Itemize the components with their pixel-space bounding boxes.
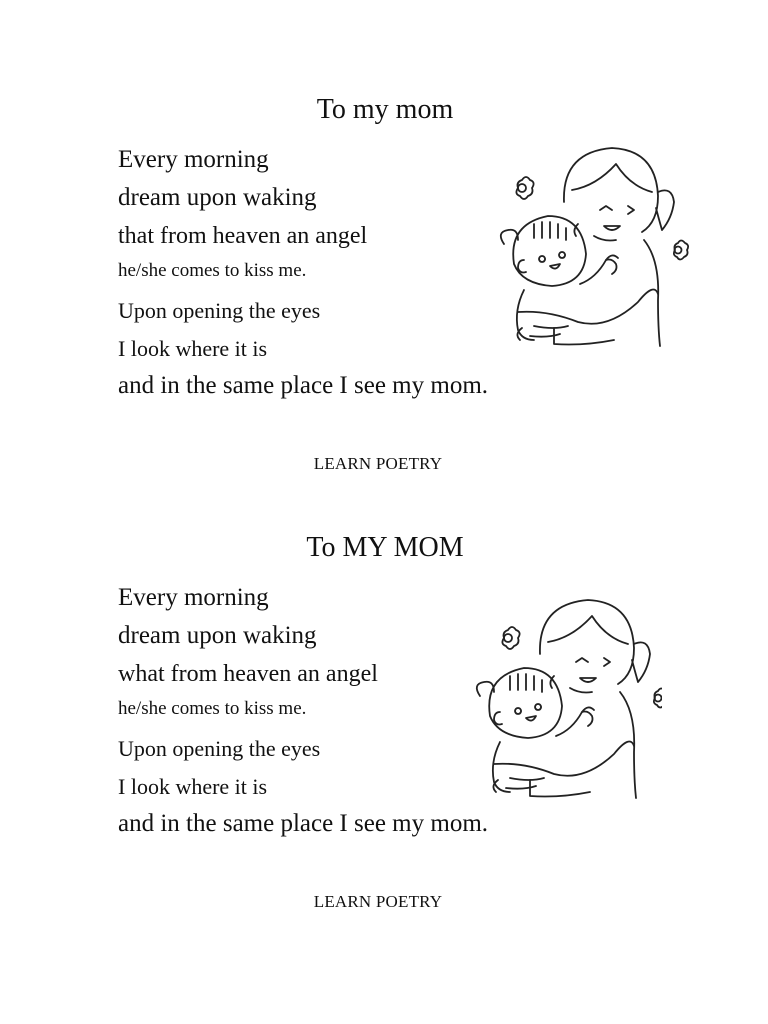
poem-title: To MY MOM (306, 532, 464, 563)
poem-line: dream upon waking (118, 622, 317, 649)
poem-line: and in the same place I see my mom. (118, 372, 489, 399)
poem-line: Every morning (118, 584, 269, 611)
poem-line: and in the same place I see my mom. (118, 810, 489, 837)
poem-line: he/she comes to kiss me. (118, 698, 307, 719)
poem-line: Upon opening the eyes (118, 298, 321, 323)
credit-text: LEARN POETRY (313, 892, 443, 911)
poem-line: dream upon waking (118, 184, 317, 211)
mother-hugging-child-icon (462, 598, 662, 808)
poem-section (0, 438, 768, 911)
poem-title: To my mom (316, 94, 454, 125)
poem-line: Every morning (118, 146, 269, 173)
mother-hugging-child-icon (494, 140, 694, 350)
flower-icon (674, 241, 688, 260)
credit-text: LEARN POETRY (313, 454, 443, 473)
poem-section (0, 0, 768, 473)
flower-icon (654, 689, 662, 708)
flower-icon (502, 627, 519, 649)
poem-line: he/she comes to kiss me. (118, 260, 307, 281)
poem-line: I look where it is (118, 336, 268, 361)
poem-line: Upon opening the eyes (118, 736, 321, 761)
flower-icon (516, 177, 533, 199)
poem-line: that from heaven an angel (118, 223, 368, 249)
poem-line: what from heaven an angel (118, 661, 378, 687)
poem-line: I look where it is (118, 774, 268, 799)
